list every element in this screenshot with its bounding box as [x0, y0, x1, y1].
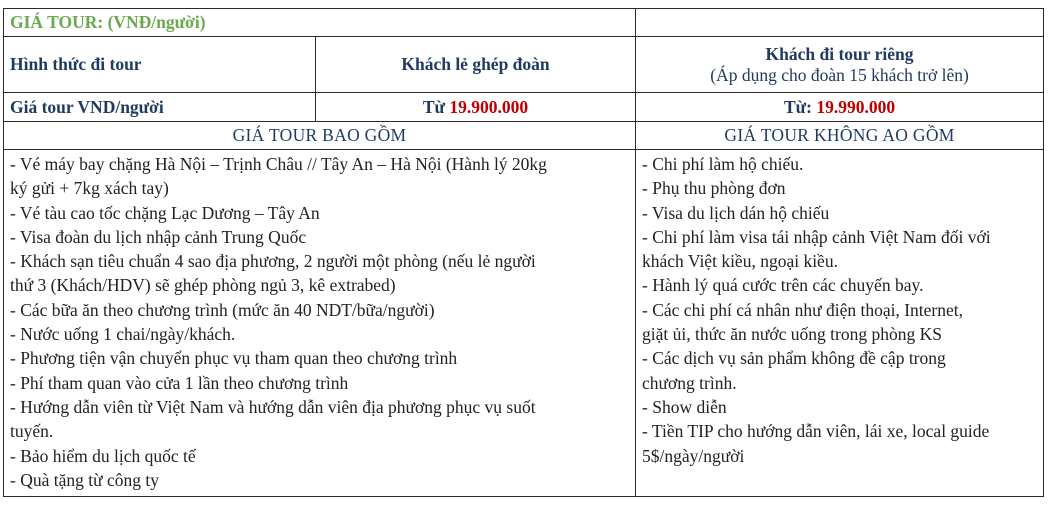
list-item: - Phí tham quan vào cửa 1 lần theo chương trình [10, 372, 349, 393]
list-item: - Các chi phí cá nhân như điện thoại, Internet, [642, 299, 963, 320]
list-item: khách Việt kiều, ngoại kiều. [642, 251, 838, 272]
list-item: giặt ủi, thức ăn nước uống trong phòng KS [642, 324, 942, 345]
title-empty-cell [636, 9, 1044, 37]
private-tour-header [636, 37, 1044, 93]
list-item: - Chi phí làm visa tái nhập cảnh Việt Nam đối với [642, 226, 991, 247]
list-item: - Visa đoàn du lịch nhập cảnh Trung Quốc [10, 226, 307, 247]
excluded-list [636, 150, 1044, 497]
list-item: - Nước uống 1 chai/ngày/khách. [10, 324, 236, 345]
list-item: - Quà tặng từ công ty [10, 469, 159, 490]
table-title: GIÁ TOUR: (VNĐ/người) [4, 9, 636, 37]
group-tour-header: Khách lẻ ghép đoàn [316, 37, 636, 93]
title-row [4, 9, 1044, 37]
private-tour-note: (Áp dụng cho đoàn 15 khách trở lên) [710, 64, 969, 85]
included-title: GIÁ TOUR BAO GỒM [4, 122, 636, 150]
list-item: tuyến. [10, 421, 54, 442]
group-price-value: 19.900.000 [449, 96, 529, 117]
list-item: - Visa du lịch dán hộ chiếu [642, 202, 830, 223]
private-price-value: 19.990.000 [816, 96, 896, 117]
list-item: - Chi phí làm hộ chiếu. [642, 154, 804, 174]
list-item: - Phụ thu phòng đơn [642, 178, 786, 199]
list-item: ký gửi + 7kg xách tay) [10, 178, 169, 199]
list-item: - Tiền TIP cho hướng dẫn viên, lái xe, local guide [642, 421, 990, 442]
group-tour-price: Từ 19.900.000 [316, 93, 636, 122]
details-row [4, 150, 1044, 497]
private-tour-price: Từ: 19.990.000 [636, 93, 1044, 122]
list-item: - Các bữa ăn theo chương trình (mức ăn 40 NDT/bữa/người) [10, 299, 435, 320]
list-item: thứ 3 (Khách/HDV) sẽ ghép phòng ngủ 3, kê extrabed) [10, 275, 396, 296]
list-item: 5$/ngày/người [642, 445, 745, 466]
list-item: - Vé máy bay chặng Hà Nội – Trịnh Châu // Tây An – Hà Nội (Hành lý 20kg [10, 154, 547, 174]
price-row [4, 93, 1044, 122]
tour-price-table [3, 8, 1044, 497]
private-tour-title: Khách đi tour riêng [765, 43, 914, 64]
excluded-title: GIÁ TOUR KHÔNG AO GỒM [636, 122, 1044, 150]
list-item: chương trình. [642, 372, 737, 393]
header-row [4, 37, 1044, 93]
list-item: - Vé tàu cao tốc chặng Lạc Dương – Tây An [10, 202, 320, 223]
price-label: Giá tour VND/người [4, 93, 316, 122]
section-header-row [4, 122, 1044, 150]
list-item: - Phương tiện vận chuyển phục vụ tham quan theo chương trình [10, 348, 458, 369]
list-item: - Các dịch vụ sản phẩm không đề cập trong [642, 348, 946, 369]
form-label: Hình thức đi tour [4, 37, 316, 93]
included-list [4, 150, 636, 497]
list-item: - Hành lý quá cước trên các chuyến bay. [642, 275, 924, 296]
list-item: - Khách sạn tiêu chuẩn 4 sao địa phương, 2 người một phòng (nếu lẻ người [10, 251, 536, 272]
list-item: - Hướng dẫn viên từ Việt Nam và hướng dẫn viên địa phương phục vụ suốt [10, 396, 536, 417]
list-item: - Bảo hiểm du lịch quốc tế [10, 445, 196, 466]
list-item: - Show diễn [642, 396, 727, 417]
